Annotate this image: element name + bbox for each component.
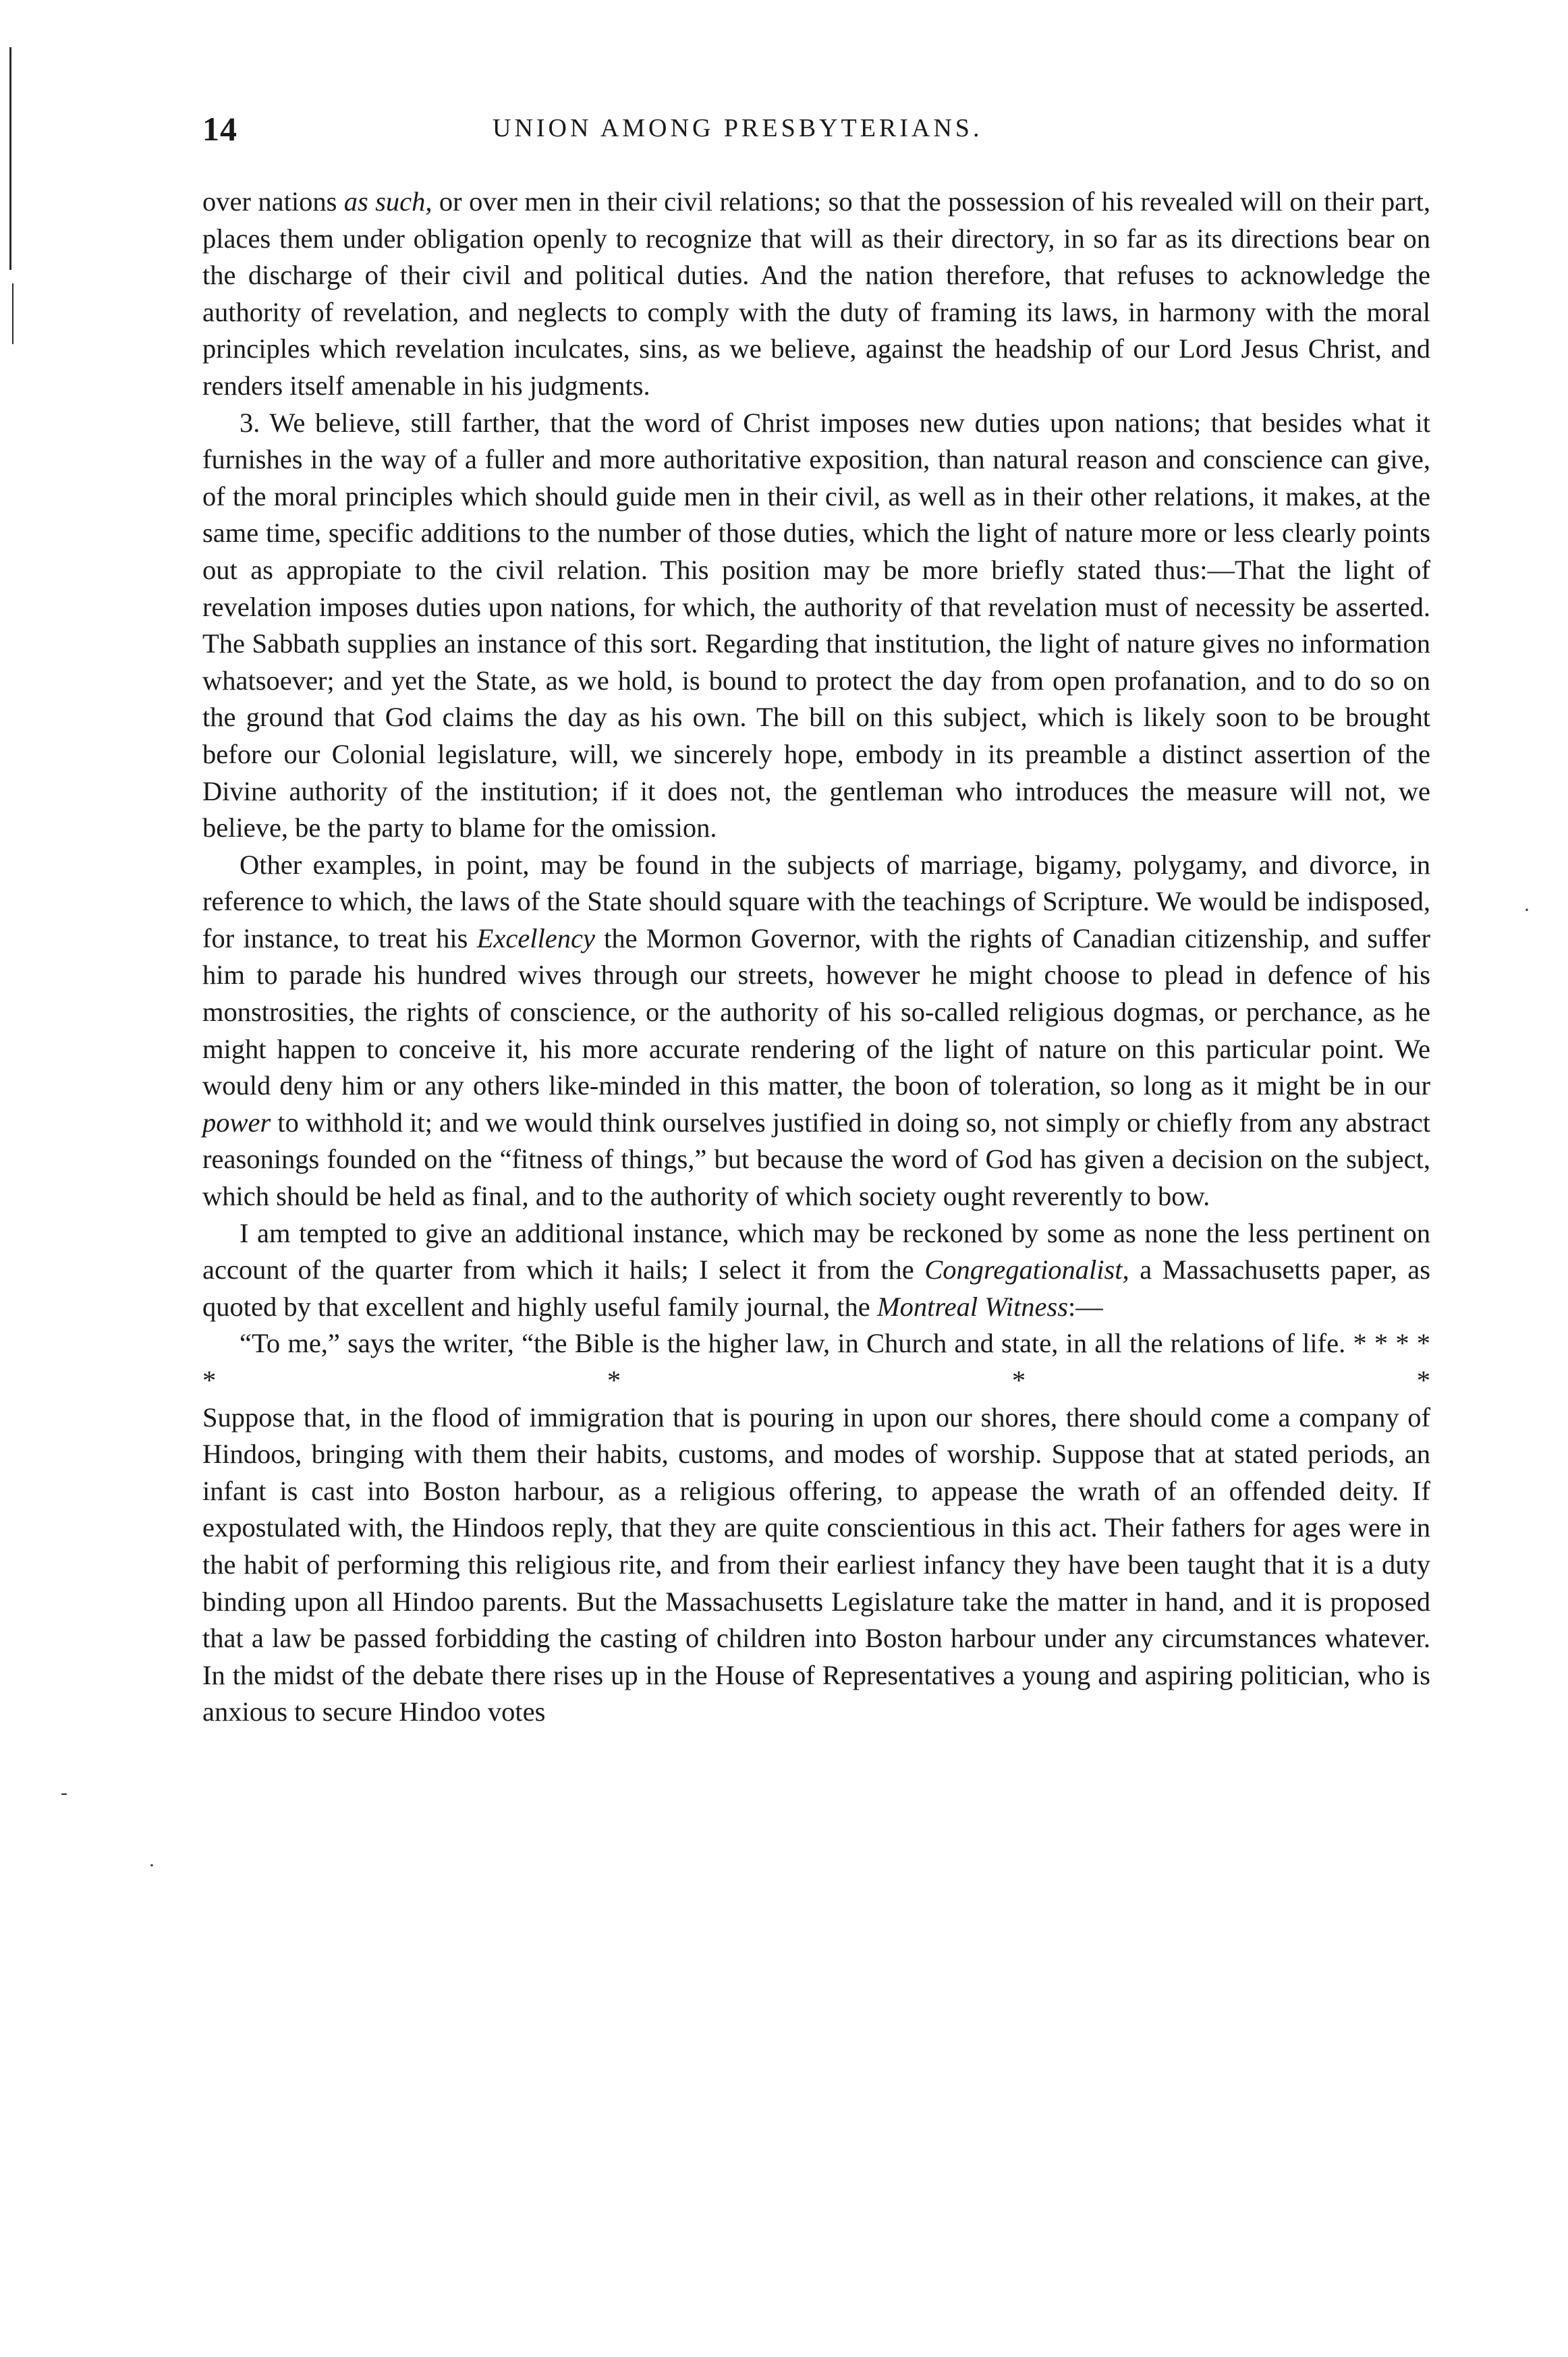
italic-text: Excellency: [476, 922, 595, 953]
italic-text: Congregationalist,: [924, 1254, 1129, 1285]
italic-text: Montreal Witness: [876, 1291, 1068, 1322]
text-run: Suppose that, in the flood of immigration that is pouring in upon our shores, there should come a company of Hindoos, bringing with them their habits, customs, and modes of worship. Suppose that at stated periods, an infant is cast into Boston harbour, as a religious offering, to appease the wrath of an offended deity. If expostulated with, the Hindoos reply, that they are quite conscientious in this act. Their fathers for ages were in the habit of performing this religious rite, and from their earliest infancy they have been taught that it is a duty binding upon all Hindoo parents. But the Massachusetts Legislature take the matter in hand, and it is proposed that a law be passed forbidding the casting of children into Boston harbour under any circumstances whatever. In the midst of the debate there rises up in the House of Representatives a young and aspiring politician, who is anxious to secure Hindoo votes: [202, 1402, 1430, 1727]
margin-speck: ·: [1523, 899, 1530, 921]
paragraph: [202, 1325, 1430, 1399]
italic-text: power: [202, 1107, 271, 1138]
text-run: I am tempted to give an additional instance, which may be reckoned by some as none the less pertinent on account of the quarter from which it hails; I select it from the: [202, 1217, 1430, 1285]
paragraph: [202, 184, 1430, 405]
text-run: over nations: [202, 186, 344, 217]
paragraph: [202, 1399, 1430, 1731]
text-run: to withhold it; and we would think ourselves justified in doing so, not simply or chiefly from any abstract reasonings founded on the “fitness of things,” but because the word of God has given a decision on the subject, which should be held as final, and to the authority of which society ought reverently to bow.: [202, 1107, 1431, 1212]
body-text: [202, 184, 1430, 1731]
margin-rule: [12, 283, 13, 344]
italic-text: as such,: [343, 186, 432, 217]
text-run: the Mormon Governor, with the rights of Canadian citizenship, and suffer him to parade his hundred wives through our streets, however he might choose to plead in defence of his monstrosities, the rights of conscience, or the authority of his so-called religious dogmas, or perchance, as he might happen to conceive it, his more accurate rendering of the light of nature on this particular point. We would deny him or any others like-minded in this matter, the boon of toleration, so long as it might be in our: [202, 922, 1431, 1101]
margin-speck: ‐: [61, 1781, 67, 1804]
paragraph: [202, 405, 1430, 847]
text-run: 3. We believe, still farther, that the word of Christ imposes new duties upon nations; that besides what it furnishes in the way of a fuller and more authoritative exposition, than natural reason and conscience can give, of the moral principles which should guide men in their civil, as well as in their other relations, it makes, at the same time, specific additions to the number of those duties, which the light of nature more or less clearly points out as appropiate to the civil relation. This position may be more briefly stated thus:—That the light of revelation imposes duties upon nations, for which, the authority of that revelation must of necessity be asserted. The Sabbath supplies an instance of this sort. Regarding that institution, the light of nature gives no information whatsoever; and yet the State, as we hold, is bound to protect the day from open profanation, and to do so on the ground that God claims the day as his own. The bill on this subject, which is likely soon to be brought before our Colonial legislature, will, we sincerely hope, embody in its preamble a distinct assertion of the Divine authority of the institution; if it does not, the gentleman who introduces the measure will not, we believe, be the party to blame for the omission.: [202, 407, 1430, 843]
text-run: Other examples, in point, may be found in the subjects of marriage, bigamy, polygamy, and divorce, in reference to which, the laws of the State should square with the teachings of Scripture. We would be indisposed, for instance, to treat his: [202, 849, 1430, 953]
text-run: a Massachusetts paper, as quoted by that excellent and highly useful family journal, the: [202, 1254, 1430, 1322]
page-number: 14: [202, 110, 237, 148]
text-run: “To me,” says the writer, “the Bible is the higher law, in Church and state, in all the relations of life. * * * * * * * *: [202, 1328, 1430, 1395]
running-head: UNION AMONG PRESBYTERIANS.: [493, 114, 983, 142]
text-run: :—: [1067, 1291, 1103, 1322]
text-run: or over men in their civil relations; so that the possession of his revealed will on their part, places them under obligation openly to recognize that will as their directory, in so far as its directions bear on the discharge of their civil and political duties. And the nation therefore, that refuses to acknowledge the authority of revelation, and neglects to comply with the duty of framing its laws, in harmony with the moral principles which revelation inculcates, sins, as we believe, against the headship of our Lord Jesus Christ, and renders itself amenable in his judgments.: [202, 186, 1430, 401]
page-header: [202, 109, 1430, 150]
paragraph: [202, 1215, 1430, 1326]
margin-rule: [9, 47, 11, 270]
margin-speck: ·: [148, 1854, 155, 1877]
paragraph: [202, 847, 1430, 1215]
